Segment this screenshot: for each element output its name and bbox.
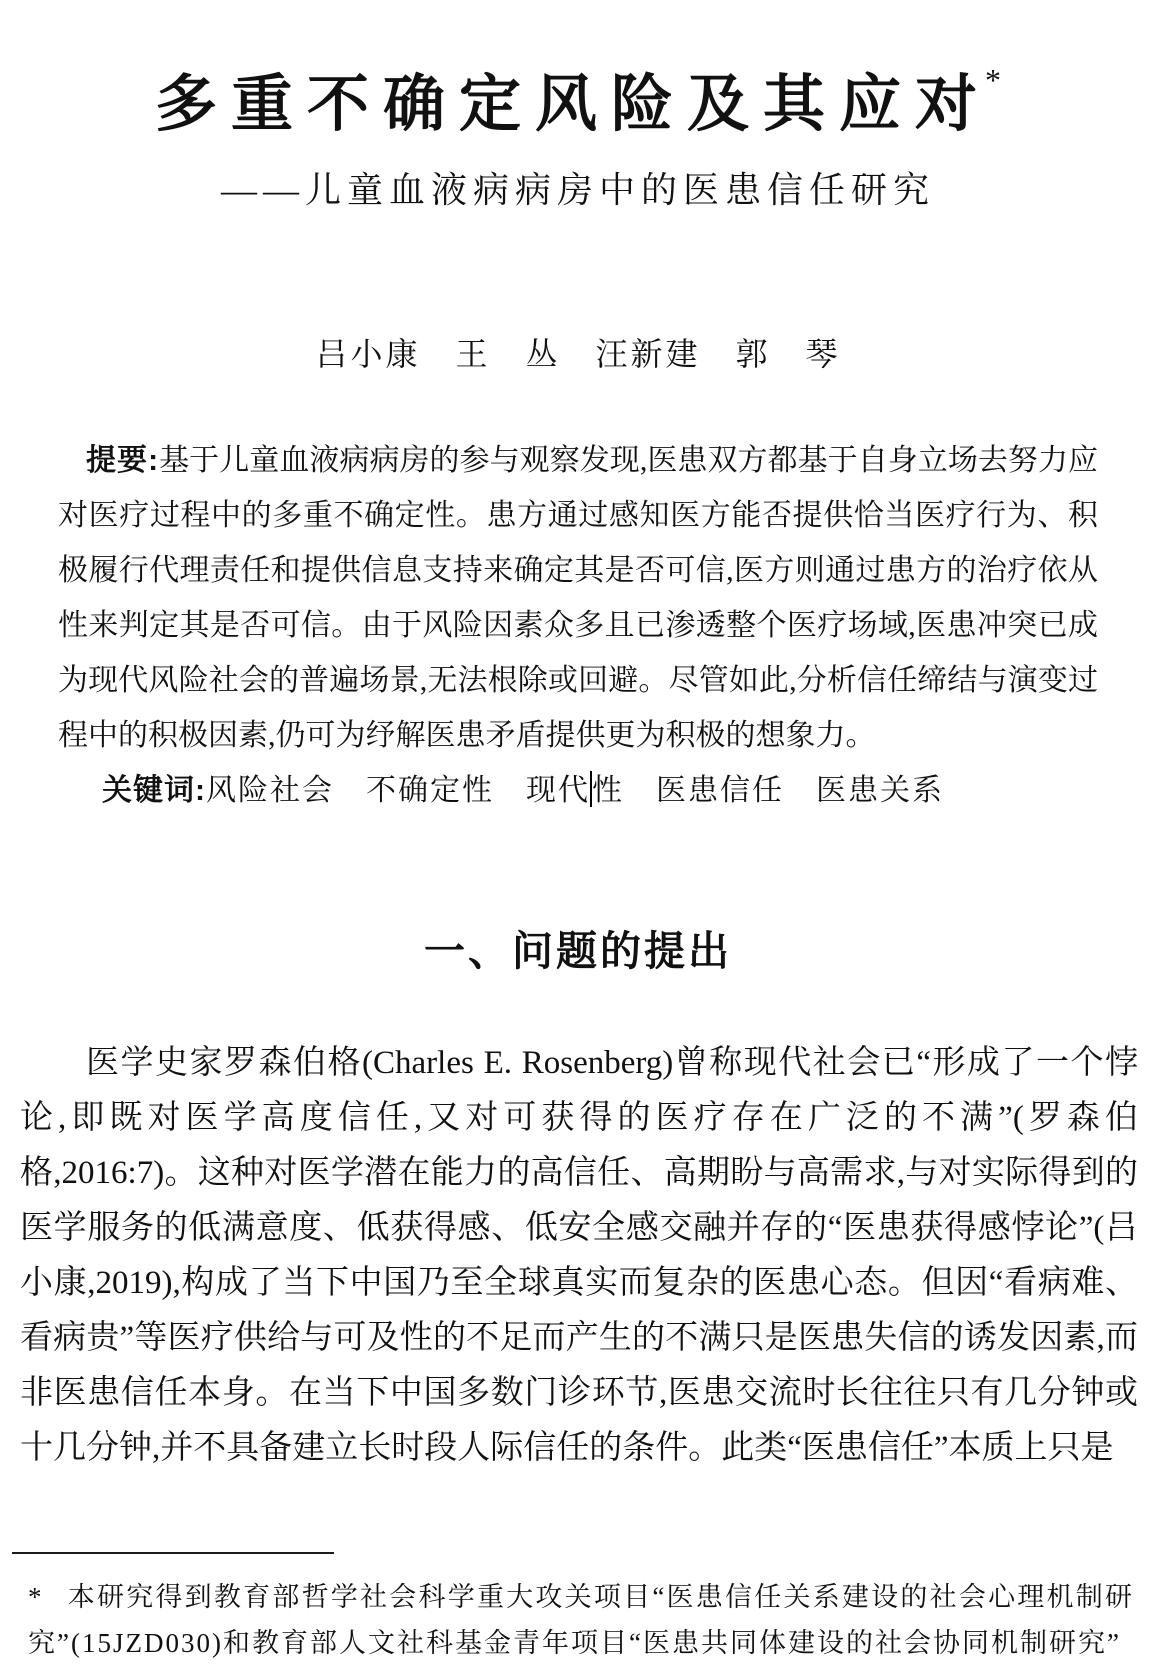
keywords-label: 关键词: (102, 774, 206, 807)
body-paragraph: 医学史家罗森伯格(Charles E. Rosenberg)曾称现代社会已“形成了一个悖论,即既对医学高度信任,又对可获得的医疗存在广泛的不满”(罗森伯格,2016:7)。这种对医学潜在能力的高信任、高期盼与高需求,与对实际得到的医学服务的低满意度、低获得感、低安全感交融并存的“医患获得感悖论”(吕小康,2019),构成了当下中国乃至全球真实而复杂的医患心态。但因“看病难、看病贵”等医疗供给与可及性的不足而产生的不满只是医患失信的诱发因素,而非医患信任本身。在当下中国多数门诊环节,医患交流时长往往只有几分钟或十几分钟,并不具备建立长时段人际信任的条件。此类“医患信任”本质上只是 (20, 1045, 1138, 1466)
keywords-after-caret: 性 医患信任 医患关系 (592, 774, 944, 807)
footnote-divider (12, 1552, 334, 1554)
title-footnote-marker: * (985, 62, 1001, 98)
page-subtitle: ——儿童血液病病房中的医患信任研究 (220, 170, 935, 210)
keywords-line (58, 763, 1098, 818)
author-list: 吕小康 王 丛 汪新建 郭 琴 (315, 336, 841, 372)
footnote-text: 本研究得到教育部哲学社会科学重大攻关项目“医患信任关系建设的社会心理机制研究”(15JZD030)和教育部人文社科基金青年项目“医患共同体建设的社会协同机制研究” (28, 1582, 1134, 1658)
abstract-text: 基于儿童血液病病房的参与观察发现,医患双方都基于自身立场去努力应对医疗过程中的多重不确定性。患方通过感知医方能否提供恰当医疗行为、积极履行代理责任和提供信息支持来确定其是否可信,医方则通过患方的治疗依从性来判定其是否可信。由于风险因素众多且已渗透整个医疗场域,医患冲突已成为现代风险社会的普遍场景,无法根除或回避。尽管如此,分析信任缔结与演变过程中的积极因素,仍可为纾解医患矛盾提供更为积极的想象力。 (58, 444, 1099, 752)
page-title (0, 0, 1156, 151)
abstract-label: 提要: (86, 444, 160, 477)
footnote (28, 1574, 1134, 1666)
section-heading: 一、问题的提出 (424, 928, 732, 974)
page-title-text: 多重不确定风险及其应对 (154, 71, 991, 139)
footnote-marker: * (28, 1582, 44, 1612)
keywords-before-caret: 风险社会 不确定性 现代 (206, 774, 590, 807)
footnote-area (0, 1544, 1156, 1666)
abstract-paragraph (58, 433, 1098, 763)
